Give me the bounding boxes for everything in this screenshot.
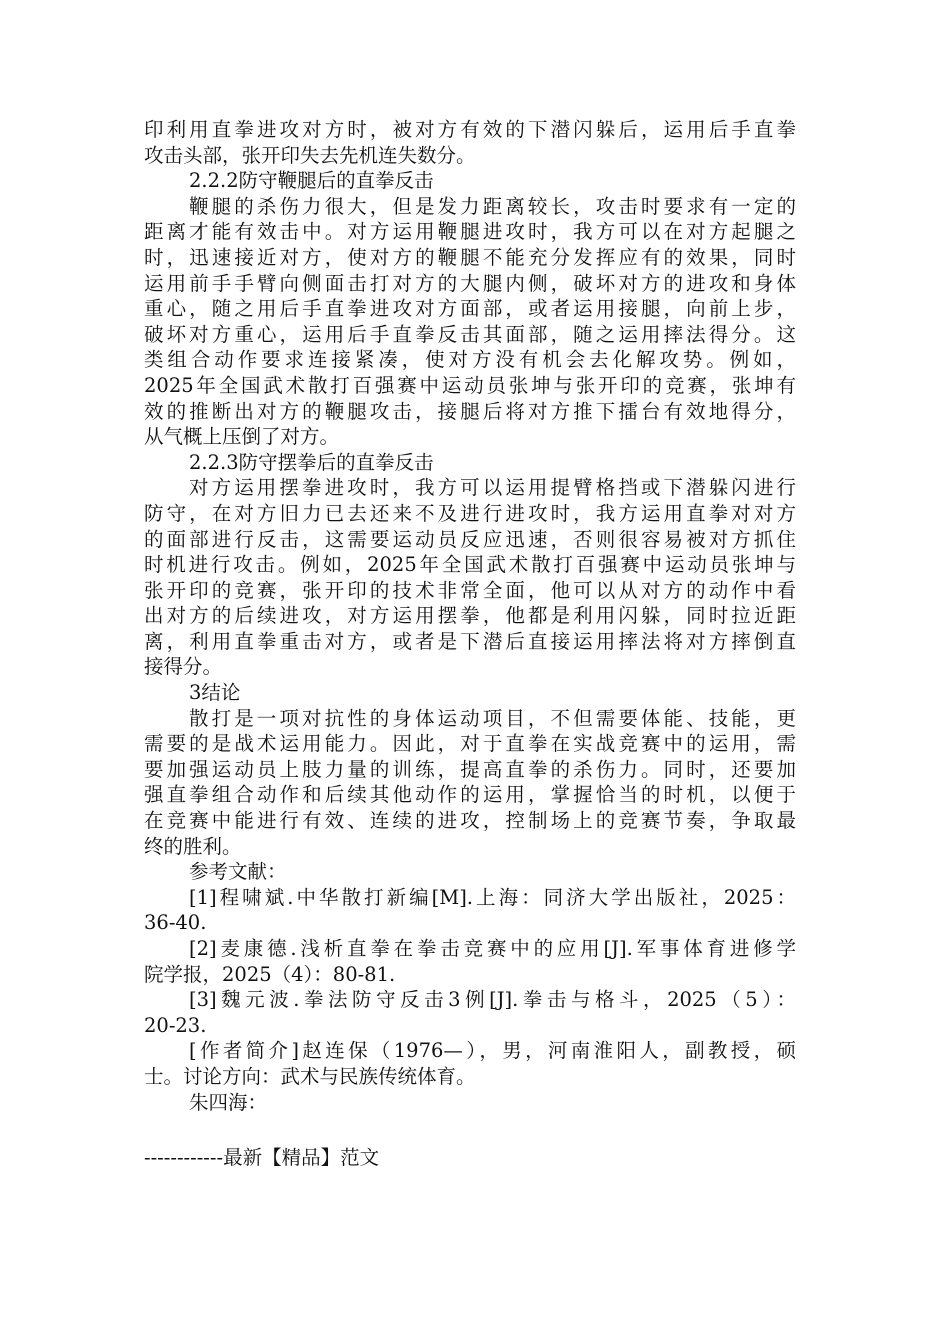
text-line: 终的胜利。 bbox=[144, 834, 242, 858]
text-line: 运用前手手臂向侧面击打对方的大腿内侧，破坏对方的进攻和身体 bbox=[144, 271, 796, 295]
text-line: 时机进行攻击。例如，2025年全国武术散打百强赛中运动员张坤与 bbox=[144, 553, 796, 577]
text-line: 攻击头部，张开印失去先机连失数分。 bbox=[144, 143, 476, 167]
text-line: 士。讨论方向：武术与民族传统体育。 bbox=[144, 1064, 476, 1088]
text-line: 从气概上压倒了对方。 bbox=[144, 425, 340, 449]
text-line: 需要的是战术运用能力。因此，对于直拳在实战竞赛中的运用，需 bbox=[144, 732, 796, 756]
text-line: 张开印的竞赛，张开印的技术非常全面，他可以从对方的动作中看 bbox=[144, 578, 796, 602]
text-line: 对方运用摆拳进攻时，我方可以运用提臂格挡或下潜躲闪进行 bbox=[189, 476, 796, 500]
text-line: 2.2.2防守鞭腿后的直拳反击 bbox=[189, 169, 434, 193]
text-line: 朱四海： bbox=[189, 1090, 268, 1114]
text-line: 2025年全国武术散打百强赛中运动员张坤与张开印的竞赛，张坤有 bbox=[144, 373, 796, 397]
text-line: 参考文献： bbox=[189, 860, 287, 884]
text-line: 2.2.3防守摆拳后的直拳反击 bbox=[189, 450, 434, 474]
text-line: [1]程啸斌.中华散打新编[M].上海：同济大学出版社，2025： bbox=[189, 885, 796, 909]
text-line: 接得分。 bbox=[144, 655, 223, 679]
text-line: 鞭腿的杀伤力很大，但是发力距离较长，攻击时要求有一定的 bbox=[189, 194, 796, 218]
text-line: 的面部进行反击，这需要运动员反应迅速，否则很容易被对方抓住 bbox=[144, 527, 796, 551]
text-line: 效的推断出对方的鞭腿攻击，接腿后将对方推下擂台有效地得分， bbox=[144, 399, 796, 423]
text-line: 时，迅速接近对方，使对方的鞭腿不能充分发挥应有的效果，同时 bbox=[144, 245, 796, 269]
text-line: 20-23. bbox=[144, 1013, 207, 1037]
text-line: 3结论 bbox=[189, 681, 241, 705]
text-line: 离，利用直拳重击对方，或者是下潜后直接运用摔法将对方摔倒直 bbox=[144, 629, 796, 653]
text-line: 36-40. bbox=[144, 911, 207, 935]
text-line: 强直拳组合动作和后续其他动作的运用，掌握恰当的时机，以便于 bbox=[144, 783, 796, 807]
text-line: [2]麦康德.浅析直拳在拳击竞赛中的应用[J].军事体育进修学 bbox=[189, 937, 796, 960]
text-line: 要加强运动员上肢力量的训练，提高直拳的杀伤力。同时，还要加 bbox=[144, 757, 796, 781]
text-line: [作者简介]赵连保（1976—），男，河南淮阳人，副教授，硕 bbox=[189, 1039, 796, 1063]
document-body bbox=[144, 117, 796, 1115]
text-line: 距离才能有效击中。对方运用鞭腿进攻时，我方可以在对方起腿之 bbox=[144, 220, 796, 244]
text-line: 散打是一项对抗性的身体运动项目，不但需要体能、技能，更 bbox=[189, 706, 796, 730]
text-line: 重心，随之用后手直拳进攻对方面部，或者运用接腿，向前上步， bbox=[144, 297, 796, 321]
text-line: 出对方的后续进攻，对方运用摆拳，他都是利用闪躲，同时拉近距 bbox=[144, 604, 796, 628]
text-line: 印利用直拳进攻对方时，被对方有效的下潜闪躲后，运用后手直拳 bbox=[144, 118, 796, 141]
text-line: 在竞赛中能进行有效、连续的进攻，控制场上的竞赛节奏，争取最 bbox=[144, 809, 796, 833]
text-line: 破坏对方重心，运用后手直拳反击其面部，随之运用摔法得分。这 bbox=[144, 322, 796, 346]
text-line: 院学报，2025（4）：80-81. bbox=[144, 962, 396, 986]
page-footer: ------------最新【精品】范文 bbox=[144, 1146, 380, 1169]
text-line: 类组合动作要求连接紧凑，使对方没有机会去化解攻势。例如， bbox=[144, 348, 796, 372]
text-line: [3]魏元波.拳法防守反击3例[J].拳击与格斗，2025（5）： bbox=[189, 988, 796, 1012]
text-line: 防守，在对方旧力已去还来不及进行进攻时，我方运用直拳对对方 bbox=[144, 501, 796, 525]
